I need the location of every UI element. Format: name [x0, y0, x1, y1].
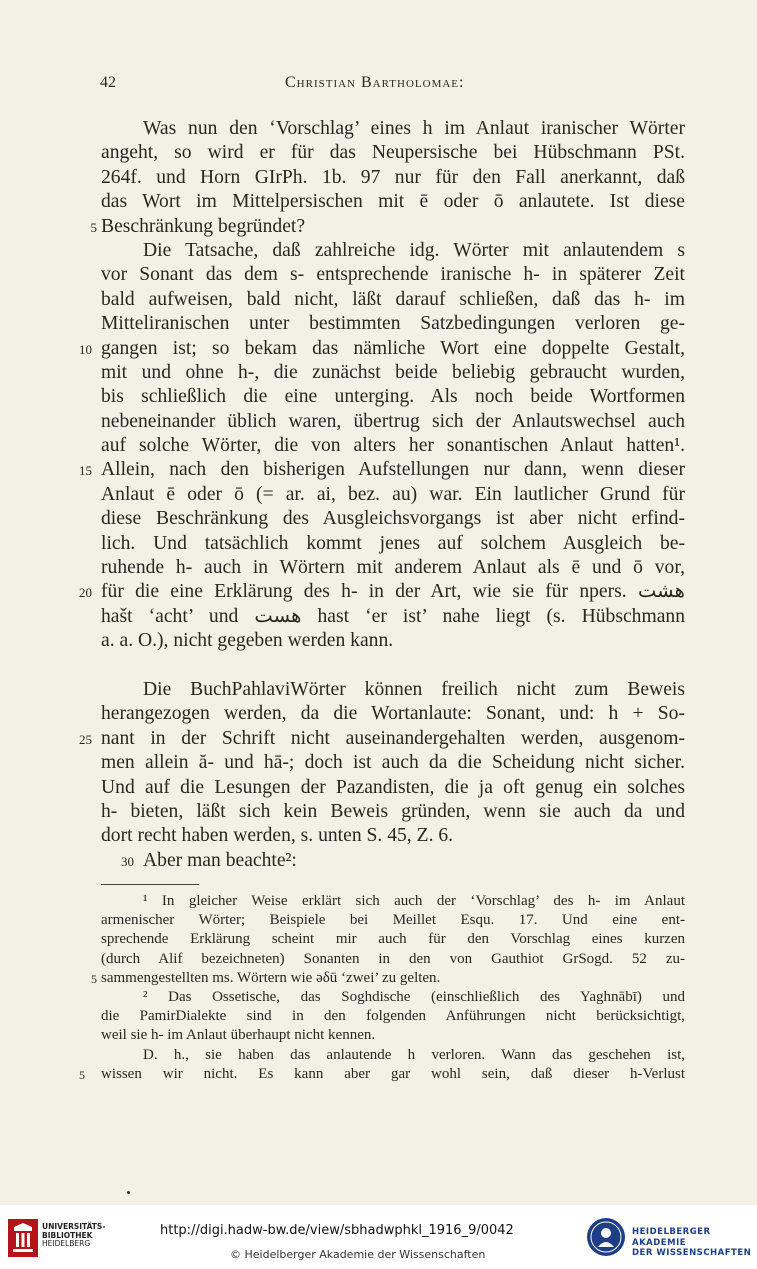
text-line: [101, 654, 685, 678]
text-line: [79, 580, 685, 604]
line-number: 5: [90, 219, 97, 235]
footnote-line: [101, 1007, 685, 1026]
line-text: mit und ohne h-, die zunächst beide beliebig gebraucht wurden,: [101, 361, 685, 383]
text-line: [101, 702, 685, 726]
line-text: die PamirDialekte sind in den folgenden Anführungen nicht berücksichtigt,: [101, 1008, 685, 1025]
copyright-notice: © Heidelberger Akademie der Wissenschaften: [230, 1248, 486, 1261]
line-number: 10: [79, 341, 92, 357]
text-line: [101, 288, 685, 312]
line-text: weil sie h- im Anlaut überhaupt nicht kennen.: [101, 1027, 376, 1044]
line-text: (durch Alif bezeichneten) Sonanten in den von Gauthiot GrSogd. 52 zu-: [101, 950, 685, 967]
text-line: [101, 605, 685, 629]
line-text: men allein ă- und hā-; doch ist auch da die Scheidung nicht sicher.: [101, 752, 685, 774]
line-text: armenischer Wörter; Beispiele bei Meillet Esqu. 17. Und eine ent-: [101, 912, 685, 929]
text-line: [101, 239, 685, 263]
line-number: 5: [91, 971, 97, 986]
digitization-footer: [0, 1205, 757, 1269]
line-text: 264f. und Horn GIrPh. 1b. 97 nur für den Fall anerkannt, daß: [101, 166, 685, 188]
text-line: [101, 532, 685, 556]
text-line: [101, 385, 685, 409]
line-text: Was nun den ‘Vorschlag’ eines h im Anlaut iranischer Wörter: [143, 118, 685, 139]
line-text: ruhende h- auch in Wörtern mit anderem Anlaut als ē und ō vor,: [101, 557, 685, 579]
line-text: vor Sonant das dem s- entsprechende iranische h- in späterer Zeit: [101, 264, 685, 286]
line-text: das Wort im Mittelpersischen mit ē oder ō anlautete. Ist diese: [101, 191, 685, 213]
line-text: a. a. O.), nicht gegeben werden kann.: [101, 630, 394, 652]
text-line: [101, 800, 685, 824]
text-line: [79, 337, 685, 361]
line-number: 20: [79, 585, 92, 601]
line-text: bis schließlich die eine unterging. Als noch beide Wortformen: [101, 386, 685, 408]
footnote-rule: [101, 884, 199, 885]
line-number: 5: [79, 1067, 85, 1082]
line-text: Die BuchPahlaviWörter können freilich nicht zum Beweis: [143, 678, 685, 700]
line-text: nebeneinander üblich waren, übertrug sich der Anlautswechsel auch: [101, 410, 685, 432]
text-line: [101, 312, 685, 336]
line-text: nant in der Schrift nicht auseinandergehalten werden, ausgenom-: [101, 727, 685, 749]
text-line: [90, 215, 685, 239]
line-text: h- bieten, läßt sich kein Beweis gründen, wenn sie auch da und: [101, 800, 685, 822]
line-text: auf solche Wörter, die von alters her sonantischen Anlaut hatten¹.: [101, 435, 685, 457]
footnote-line: [101, 988, 685, 1007]
line-text: D. h., sie haben das anlautende h verloren. Wann das geschehen ist,: [143, 1046, 685, 1063]
page-header: [100, 74, 685, 96]
text-line: [101, 678, 685, 702]
text-line: [101, 751, 685, 775]
text-line: [101, 190, 685, 214]
text-line: [101, 824, 685, 848]
line-text: lich. Und tatsächlich kommt jenes auf solchem Ausgleich be-: [101, 532, 685, 554]
footnote-line: [101, 911, 685, 930]
footnotes: [79, 892, 685, 1084]
scan-speck: [127, 1191, 130, 1194]
line-text: herangezogen werden, da die Wortanlaute: Sonant, und: h + So-: [101, 703, 685, 725]
footnote-line: [79, 1065, 685, 1084]
line-number: 30: [121, 853, 134, 869]
text-line: [101, 849, 685, 873]
line-text: gangen ist; so bekam das nämliche Wort eine doppelte Gestalt,: [101, 337, 685, 359]
text-line: [101, 361, 685, 385]
line-text: Aber man beachte²:: [143, 849, 297, 871]
footnote-line: [101, 892, 685, 911]
text-line: [101, 556, 685, 580]
main-text: [79, 117, 685, 873]
line-text: Beschränkung begründet?: [101, 215, 306, 237]
running-title: Christian Bartholomae:: [285, 74, 465, 91]
footnote-line: [101, 1026, 685, 1045]
line-number: 15: [79, 463, 92, 479]
footnote-line: [101, 930, 685, 949]
text-line: [101, 483, 685, 507]
university-library-name: UNIVERSITÄTS- BIBLIOTHEK HEIDELBERG: [42, 1222, 106, 1248]
text-line: [101, 507, 685, 531]
text-line: [101, 776, 685, 800]
line-text: Allein, nach den bisherigen Aufstellungen nur dann, wenn dieser: [101, 459, 685, 481]
text-line: [101, 117, 685, 141]
line-text: dort recht haben werden, s. unten S. 45, Z. 6.: [101, 825, 454, 847]
line-text: sammengestellten ms. Wörtern wie əδū ‘zwei’ zu gelten.: [101, 969, 441, 986]
academy-name: HEIDELBERGER AKADEMIE DER WISSENSCHAFTEN: [632, 1227, 752, 1258]
line-text: angeht, so wird er für das Neupersische bei Hübschmann PSt.: [101, 142, 685, 164]
line-text: diese Beschränkung des Ausgleichsvorgangs ist aber nicht erfind-: [101, 508, 685, 530]
text-line: [101, 410, 685, 434]
line-text: bald aufweisen, bald nicht, läßt darauf schließen, daß das h- im: [101, 288, 685, 310]
line-text: ¹ In gleicher Weise erklärt sich auch der ‘Vorschlag’ des h- im Anlaut: [143, 893, 685, 909]
line-text: sprechende Erklärung scheint mir auch für den Vorschlag eines kurzen: [101, 931, 685, 948]
academy-seal-icon: [586, 1217, 626, 1257]
page-number: 42: [100, 74, 116, 91]
text-line: [101, 263, 685, 287]
footnote-line: [101, 950, 685, 969]
line-text: für die eine Erklärung des h- in der Art, wie sie für npers. هشت: [101, 581, 685, 603]
permalink-url[interactable]: http://digi.hadw-bw.de/view/sbhadwphkl_1916_9/0042: [160, 1223, 514, 1238]
footnote-line: [91, 969, 685, 988]
line-text: Mitteliranischen unter bestimmten Satzbedingungen verloren ge-: [101, 313, 685, 335]
text-line: [101, 434, 685, 458]
line-text: wissen wir nicht. Es kann aber gar wohl sein, daß dieser h-Verlust: [101, 1065, 685, 1082]
text-line: [79, 727, 685, 751]
text-line: [79, 458, 685, 482]
line-text: Und auf die Lesungen der Pazandisten, die ja oft genug ein solches: [101, 776, 685, 798]
university-library-logo-icon: [8, 1219, 38, 1257]
line-text: Die Tatsache, daß zahlreiche idg. Wörter mit anlautendem s: [143, 239, 685, 261]
line-number: 25: [79, 731, 92, 747]
line-text: ² Das Ossetische, das Soghdische (einschließlich des Yaghnābī) und: [143, 988, 685, 1005]
line-text: hašt ‘acht’ und هست hast ‘er ist’ nahe liegt (s. Hübschmann: [101, 605, 685, 627]
text-line: [101, 629, 685, 653]
footnote-line: [101, 1046, 685, 1065]
line-text: Anlaut ē oder ō (= ar. ai, bez. au) war. Ein lautlicher Grund für: [101, 483, 685, 505]
text-line: [101, 141, 685, 165]
text-line: [101, 166, 685, 190]
